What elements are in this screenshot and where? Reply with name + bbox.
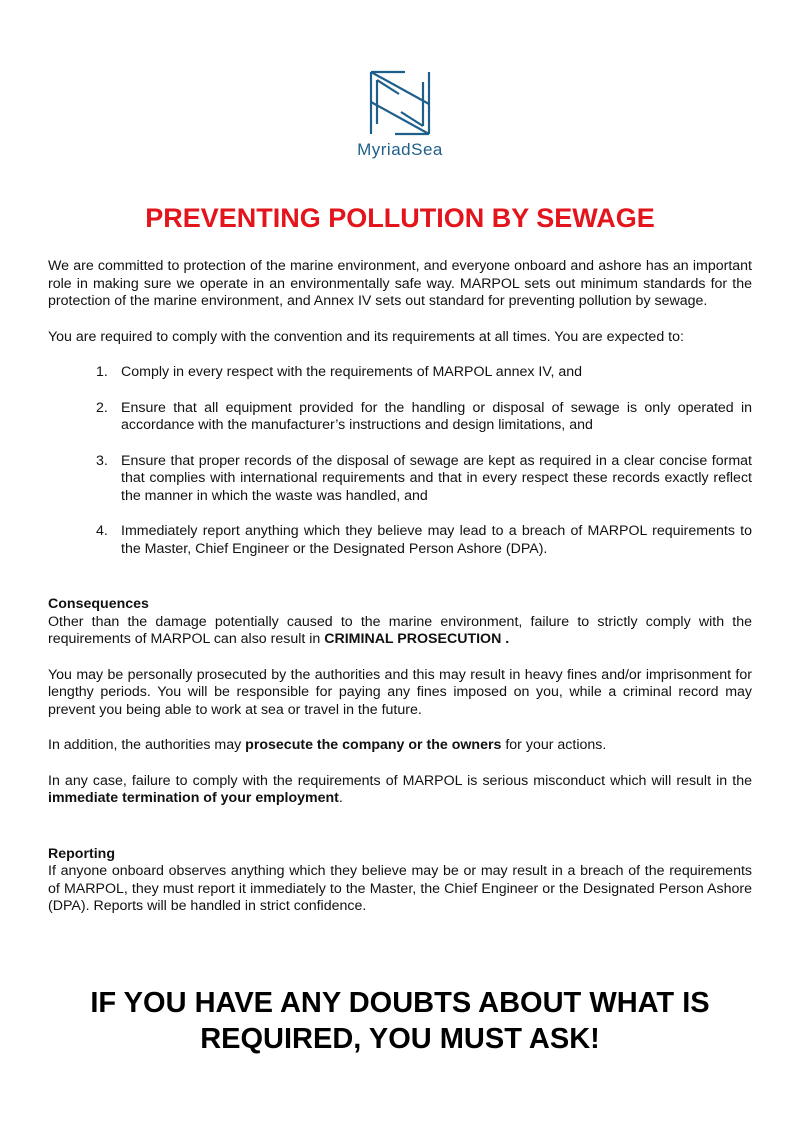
list-item [48, 453, 752, 506]
consequences-para4-tail: . [338, 790, 343, 806]
closing-line-2: REQUIRED, YOU MUST ASK! [200, 1023, 600, 1055]
criminal-prosecution-emphasis: CRIMINAL PROSECUTION . [324, 631, 510, 647]
list-item-number: 4. [96, 523, 108, 539]
list-item-text: Immediately report anything which they believe may lead to a breach of MARPOL requirements to the Master, Chief Engineer or the Designated Person Ashore (DPA). [121, 523, 752, 557]
list-item-text: Ensure that all equipment provided for the handling or disposal of sewage is only operated in accordance with the manufacturer’s instructions and design limitations, and [121, 399, 752, 433]
list-item-text: Comply in every respect with the requirements of MARPOL annex IV, and [121, 364, 583, 380]
consequences-para3 [48, 737, 752, 755]
intro-paragraph: We are committed to protection of the marine environment, and everyone onboard and ashore has an important role in making sure we operate in an environmentally safe way. MARPOL sets out minimum standards for the protection of the marine environment, and Annex IV sets out standard for preventing pollution by sewage. [48, 258, 752, 309]
list-item [48, 400, 752, 435]
consequences-para4-text: In any case, failure to comply with the requirements of MARPOL is serious misconduct which will result in the [48, 772, 752, 789]
company-logo [340, 68, 460, 160]
reporting-text: If anyone onboard observes anything which they believe may be or may result in a breach of the requirements of MARPOL, they must report it immediately to the Master, the Chief Engineer or the Designated Person Ashore (DPA). Reports will be handled in strict confidence. [48, 863, 752, 914]
termination-emphasis: immediate termination of your employment [48, 790, 339, 806]
requirements-list [48, 364, 752, 558]
company-prosecution-emphasis: prosecute the company or the owners [245, 737, 502, 753]
consequences-para2: You may be personally prosecuted by the authorities and this may result in heavy fines and/or imprisonment for lengthy periods. You will be responsible for paying any fines imposed on you, while a criminal record may prevent you being able to work at sea or travel in the future. [48, 666, 752, 718]
requirement-lead: You are required to comply with the convention and its requirements at all times. You are expected to: [48, 328, 684, 345]
reporting-section [48, 846, 752, 916]
page-title: PREVENTING POLLUTION BY SEWAGE [145, 203, 655, 233]
myriadsea-logo-mark [365, 68, 435, 138]
consequences-para3-tail: for your actions. [501, 737, 607, 753]
list-item-number: 1. [96, 364, 108, 380]
list-item-text: Ensure that proper records of the disposal of sewage are kept as required in a clear concise format that complies with international requirements and that in every respect these records exactly reflect the manner in which the waste was handled, and [121, 452, 752, 504]
consequences-heading: Consequences [48, 596, 149, 612]
consequences-para1-text: Other than the damage potentially caused to the marine environment, failure to strictly comply with the requirements of MARPOL can also result in [48, 613, 752, 647]
list-item [48, 364, 752, 382]
closing-notice [0, 985, 800, 1057]
consequences-para4 [48, 773, 752, 808]
consequences-section [48, 596, 752, 649]
list-item [48, 523, 752, 558]
consequences-para3-text: In addition, the authorities may [48, 737, 246, 753]
closing-line-1: IF YOU HAVE ANY DOUBTS ABOUT WHAT IS [90, 987, 710, 1019]
logo-wordmark: MyriadSea [357, 140, 443, 159]
list-item-number: 2. [96, 399, 108, 416]
document-body [48, 258, 752, 934]
list-item-number: 3. [96, 452, 108, 469]
reporting-heading: Reporting [48, 845, 115, 862]
